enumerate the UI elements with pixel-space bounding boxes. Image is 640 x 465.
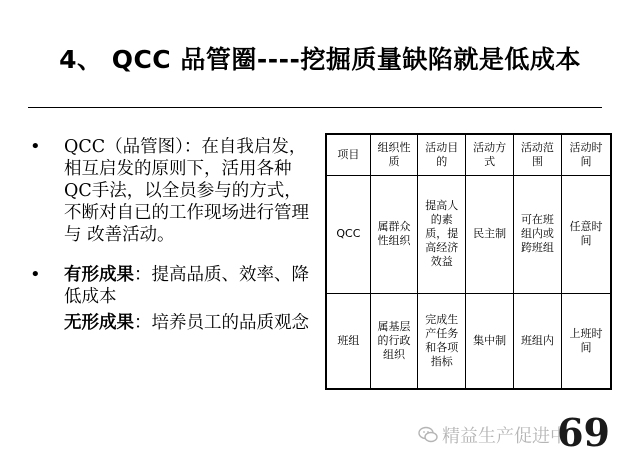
table-header-cell: 项目 [326, 134, 370, 176]
table-header-cell: 活动方式 [466, 134, 513, 176]
bullet-marker: • [30, 264, 41, 285]
table-cell: 上班时间 [562, 293, 611, 389]
bullet-list [30, 136, 310, 334]
watermark-text: 精益生产促进中 [442, 426, 568, 447]
table-cell: 任意时间 [562, 176, 611, 294]
tangible-results-label: 有形成果 [64, 265, 134, 285]
slide-title: 4、 QCC 品管圈----挖掘质量缺陷就是低成本 [59, 45, 581, 74]
table-row [326, 293, 611, 389]
table-cell: 可在班组内或跨班组 [513, 176, 561, 294]
page-number: 69 [557, 410, 610, 455]
tangible-results-text: ：提高品质、效率、降低成本 [64, 265, 309, 307]
wechat-icon [418, 426, 438, 444]
comparison-table [325, 133, 612, 390]
table-cell: 完成生产任务和各项指标 [418, 293, 466, 389]
bullet-marker: • [30, 136, 41, 157]
intangible-results-label: 无形成果 [64, 313, 134, 333]
table-cell: 班组 [326, 293, 370, 389]
table-header-cell: 活动目的 [418, 134, 466, 176]
table-cell: 班组内 [513, 293, 561, 389]
table-header-row [326, 134, 611, 176]
table-cell: 属群众性组织 [370, 176, 417, 294]
table-cell: 民主制 [466, 176, 513, 294]
bullet-qcc-definition [30, 136, 310, 246]
table-cell: 属基层的行政组织 [370, 293, 417, 389]
bullet-results [30, 264, 310, 334]
title-divider [28, 107, 602, 108]
watermark [418, 422, 568, 448]
table-cell: 提高人的素质，提高经济效益 [418, 176, 466, 294]
table-cell: 集中制 [466, 293, 513, 389]
table-header-cell: 活动范围 [513, 134, 561, 176]
table-cell: QCC [326, 176, 370, 294]
table-header-cell: 组织性质 [370, 134, 417, 176]
intangible-results-text: ：培养员工的品质观念 [134, 313, 309, 333]
table-header-cell: 活动时间 [562, 134, 611, 176]
bullet-text: QCC（品管图）：在自我启发，相互启发的原则下，活用各种QC手法，以全员参与的方式，不断对自已的工作现场进行管理与 改善活动。 [64, 137, 309, 245]
table-row [326, 176, 611, 294]
